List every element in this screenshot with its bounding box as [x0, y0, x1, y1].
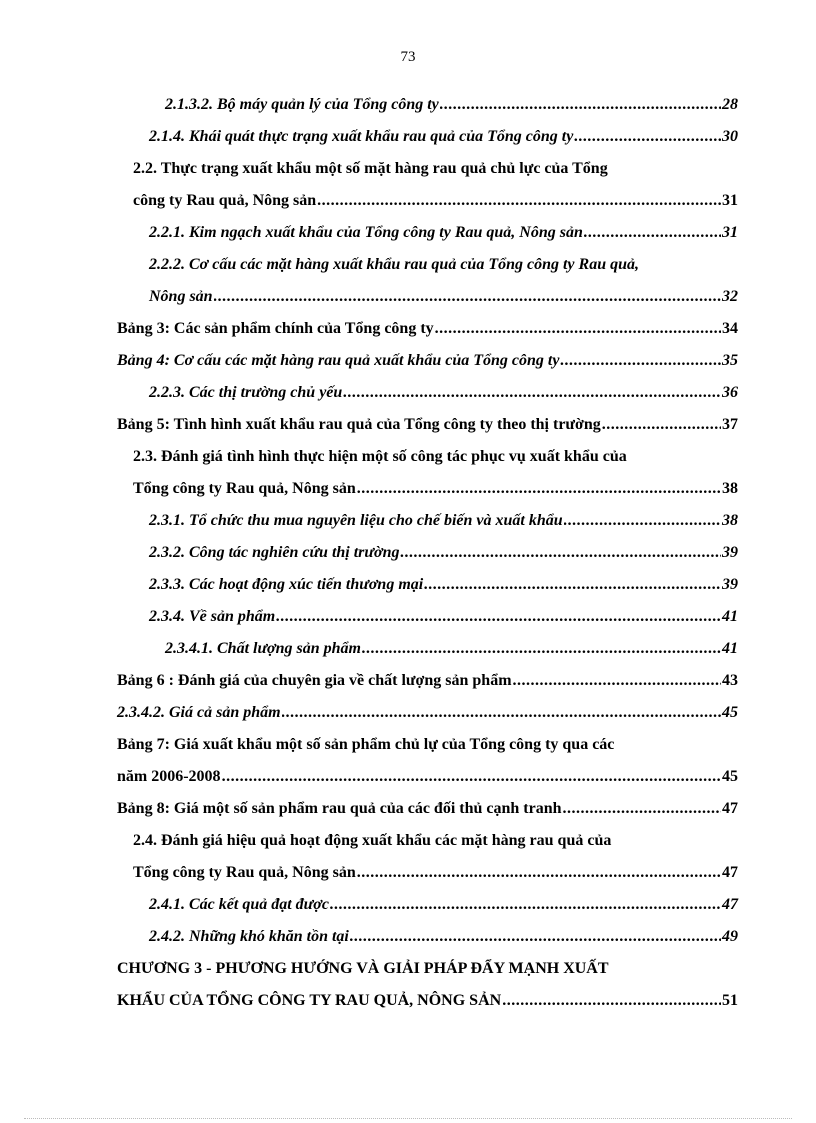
toc-entry-bang-3[interactable] — [0, 315, 816, 347]
toc-page-number: 38 — [722, 480, 738, 497]
dot-leader — [282, 704, 721, 722]
toc-entry-2-3-2[interactable] — [0, 539, 816, 571]
toc-entry-2-4[interactable] — [0, 859, 816, 891]
toc-entry-2-3-line1[interactable] — [0, 443, 816, 475]
toc-entry-title: công ty Rau quả, Nông sản — [133, 192, 317, 209]
toc-entry-2-2-2[interactable] — [0, 283, 816, 315]
toc-entry-2-3-4-2[interactable] — [0, 699, 816, 731]
dot-leader — [440, 96, 721, 114]
dot-leader — [563, 800, 721, 818]
toc-entry-title: 2.3.1. Tổ chức thu mua nguyên liệu cho chế biến và xuất khẩu — [149, 512, 563, 529]
dot-leader — [343, 384, 721, 402]
toc-entry-2-4-2[interactable] — [0, 923, 816, 955]
toc-page-number: 37 — [722, 416, 738, 433]
toc-page-number: 38 — [722, 512, 738, 529]
toc-entry-title: Bảng 3: Các sản phẩm chính của Tổng công ty — [117, 320, 434, 337]
toc-entry-bang-6[interactable] — [0, 667, 816, 699]
toc-entry-title-line1: 2.4. Đánh giá hiệu quả hoạt động xuất khẩu các mặt hàng rau quả của — [133, 832, 612, 849]
toc-entry-2-4-line1[interactable] — [0, 827, 816, 859]
toc-entry-title: Tổng công ty Rau quả, Nông sản — [133, 864, 356, 881]
dot-leader — [330, 896, 721, 914]
toc-entry-chapter-3[interactable] — [0, 987, 816, 1019]
toc-page-number: 47 — [722, 864, 738, 881]
toc-page-number: 41 — [722, 640, 738, 657]
toc-entry-2-2-1[interactable] — [0, 219, 816, 251]
page-bottom-border — [24, 1118, 792, 1119]
toc-entry-title-line1: Bảng 7: Giá xuất khẩu một số sản phẩm chủ lự của Tổng công ty qua các — [117, 736, 615, 753]
toc-page-number: 31 — [722, 224, 738, 241]
toc-entry-2-2[interactable] — [0, 187, 816, 219]
dot-leader — [317, 192, 721, 210]
toc-entry-title: 2.1.4. Khái quát thực trạng xuất khẩu rau quả của Tổng công ty — [149, 128, 574, 145]
dot-leader — [513, 672, 721, 690]
dot-leader — [357, 480, 721, 498]
dot-leader — [584, 224, 721, 242]
toc-entry-bang-5[interactable] — [0, 411, 816, 443]
toc-page-number: 51 — [722, 992, 738, 1009]
toc-entry-title: Bảng 8: Giá một số sản phẩm rau quả của các đối thủ cạnh tranh — [117, 800, 562, 817]
toc-page-number: 43 — [722, 672, 738, 689]
toc-entry-title: 2.2.3. Các thị trường chủ yếu — [149, 384, 343, 401]
toc-entry-title: 2.3.2. Công tác nghiên cứu thị trường — [149, 544, 400, 561]
toc-entry-bang-8[interactable] — [0, 795, 816, 827]
toc-page-number: 36 — [722, 384, 738, 401]
dot-leader — [214, 288, 721, 306]
toc-entry-title: 2.1.3.2. Bộ máy quản lý của Tổng công ty — [165, 96, 439, 113]
toc-page-number: 28 — [722, 96, 738, 113]
toc-page-number: 30 — [722, 128, 738, 145]
toc-entry-2-3-1[interactable] — [0, 507, 816, 539]
toc-entry-title: KHẨU CỦA TỔNG CÔNG TY RAU QUẢ, NÔNG SẢN — [117, 992, 502, 1009]
toc-entry-title-line1: 2.2. Thực trạng xuất khẩu một số mặt hàng rau quả chủ lực của Tổng — [133, 160, 608, 177]
toc-page-number: 49 — [722, 928, 738, 945]
toc-entry-title: Bảng 4: Cơ cấu các mặt hàng rau quả xuất khẩu của Tổng công ty — [117, 352, 560, 369]
dot-leader — [564, 512, 721, 530]
toc-entry-title-line1: 2.3. Đánh giá tình hình thực hiện một số công tác phục vụ xuất khẩu của — [133, 448, 627, 465]
toc-entry-2-1-3-2[interactable] — [0, 91, 816, 123]
toc-page-number: 47 — [722, 800, 738, 817]
toc-page-number: 39 — [722, 544, 738, 561]
toc-page-number: 45 — [722, 768, 738, 785]
toc-page-number: 31 — [722, 192, 738, 209]
dot-leader — [502, 992, 721, 1010]
dot-leader — [222, 768, 721, 786]
dot-leader — [560, 352, 721, 370]
dot-leader — [276, 608, 721, 626]
toc-entry-title: 2.3.4.1. Chất lượng sản phẩm — [165, 640, 361, 657]
dot-leader — [350, 928, 721, 946]
dot-leader — [435, 320, 721, 338]
toc-entry-title: Bảng 6 : Đánh giá của chuyên gia về chất lượng sản phẩm — [117, 672, 512, 689]
toc-page-number: 34 — [722, 320, 738, 337]
toc-entry-2-2-2-line1[interactable] — [0, 251, 816, 283]
dot-leader — [400, 544, 721, 562]
toc-entry-bang-7-line1[interactable] — [0, 731, 816, 763]
toc-page-number: 32 — [722, 288, 738, 305]
toc-page-number: 45 — [722, 704, 738, 721]
toc-entry-title: 2.4.1. Các kết quả đạt được — [149, 896, 329, 913]
dot-leader — [574, 128, 721, 146]
toc-entry-title: Tổng công ty Rau quả, Nông sản — [133, 480, 356, 497]
toc-entry-title: Nông sản — [149, 288, 213, 305]
toc-entry-title: năm 2006-2008 — [117, 768, 221, 785]
toc-page-number: 47 — [722, 896, 738, 913]
toc-entry-2-4-1[interactable] — [0, 891, 816, 923]
toc-entry-2-3[interactable] — [0, 475, 816, 507]
toc-entry-title: 2.2.1. Kim ngạch xuất khẩu của Tổng công ty Rau quả, Nông sản — [149, 224, 583, 241]
toc-entry-2-3-4[interactable] — [0, 603, 816, 635]
toc-entry-bang-7[interactable] — [0, 763, 816, 795]
toc-page-number: 35 — [722, 352, 738, 369]
toc-entry-title: Bảng 5: Tình hình xuất khẩu rau quả của Tổng công ty theo thị trường — [117, 416, 601, 433]
toc-entry-2-3-3[interactable] — [0, 571, 816, 603]
toc-entry-2-2-line1[interactable] — [0, 155, 816, 187]
toc-entry-title-line1: 2.2.2. Cơ cấu các mặt hàng xuất khẩu rau quả của Tổng công ty Rau quả, — [149, 256, 639, 273]
toc-entry-2-1-4[interactable] — [0, 123, 816, 155]
toc-page-number: 41 — [722, 608, 738, 625]
toc-entry-title: 2.3.4. Về sản phẩm — [149, 608, 276, 625]
toc-entry-2-3-4-1[interactable] — [0, 635, 816, 667]
toc-entry-title: 2.3.3. Các hoạt động xúc tiến thương mại — [149, 576, 424, 593]
dot-leader — [424, 576, 721, 594]
page-number: 73 — [400, 49, 416, 65]
dot-leader — [357, 864, 721, 882]
toc-entry-chapter-3-line1[interactable] — [0, 955, 816, 987]
toc-page-number: 39 — [722, 576, 738, 593]
toc-entry-title: 2.4.2. Những khó khăn tồn tại — [149, 928, 349, 945]
toc-entry-2-2-3[interactable] — [0, 379, 816, 411]
toc-entry-title: 2.3.4.2. Giá cả sản phẩm — [117, 704, 281, 721]
dot-leader — [602, 416, 721, 434]
dot-leader — [362, 640, 721, 658]
toc-entry-bang-4[interactable] — [0, 347, 816, 379]
table-of-contents — [0, 91, 816, 1019]
toc-entry-title-line1: CHƯƠNG 3 - PHƯƠNG HƯỚNG VÀ GIẢI PHÁP ĐẨY MẠNH XUẤT — [117, 960, 609, 977]
